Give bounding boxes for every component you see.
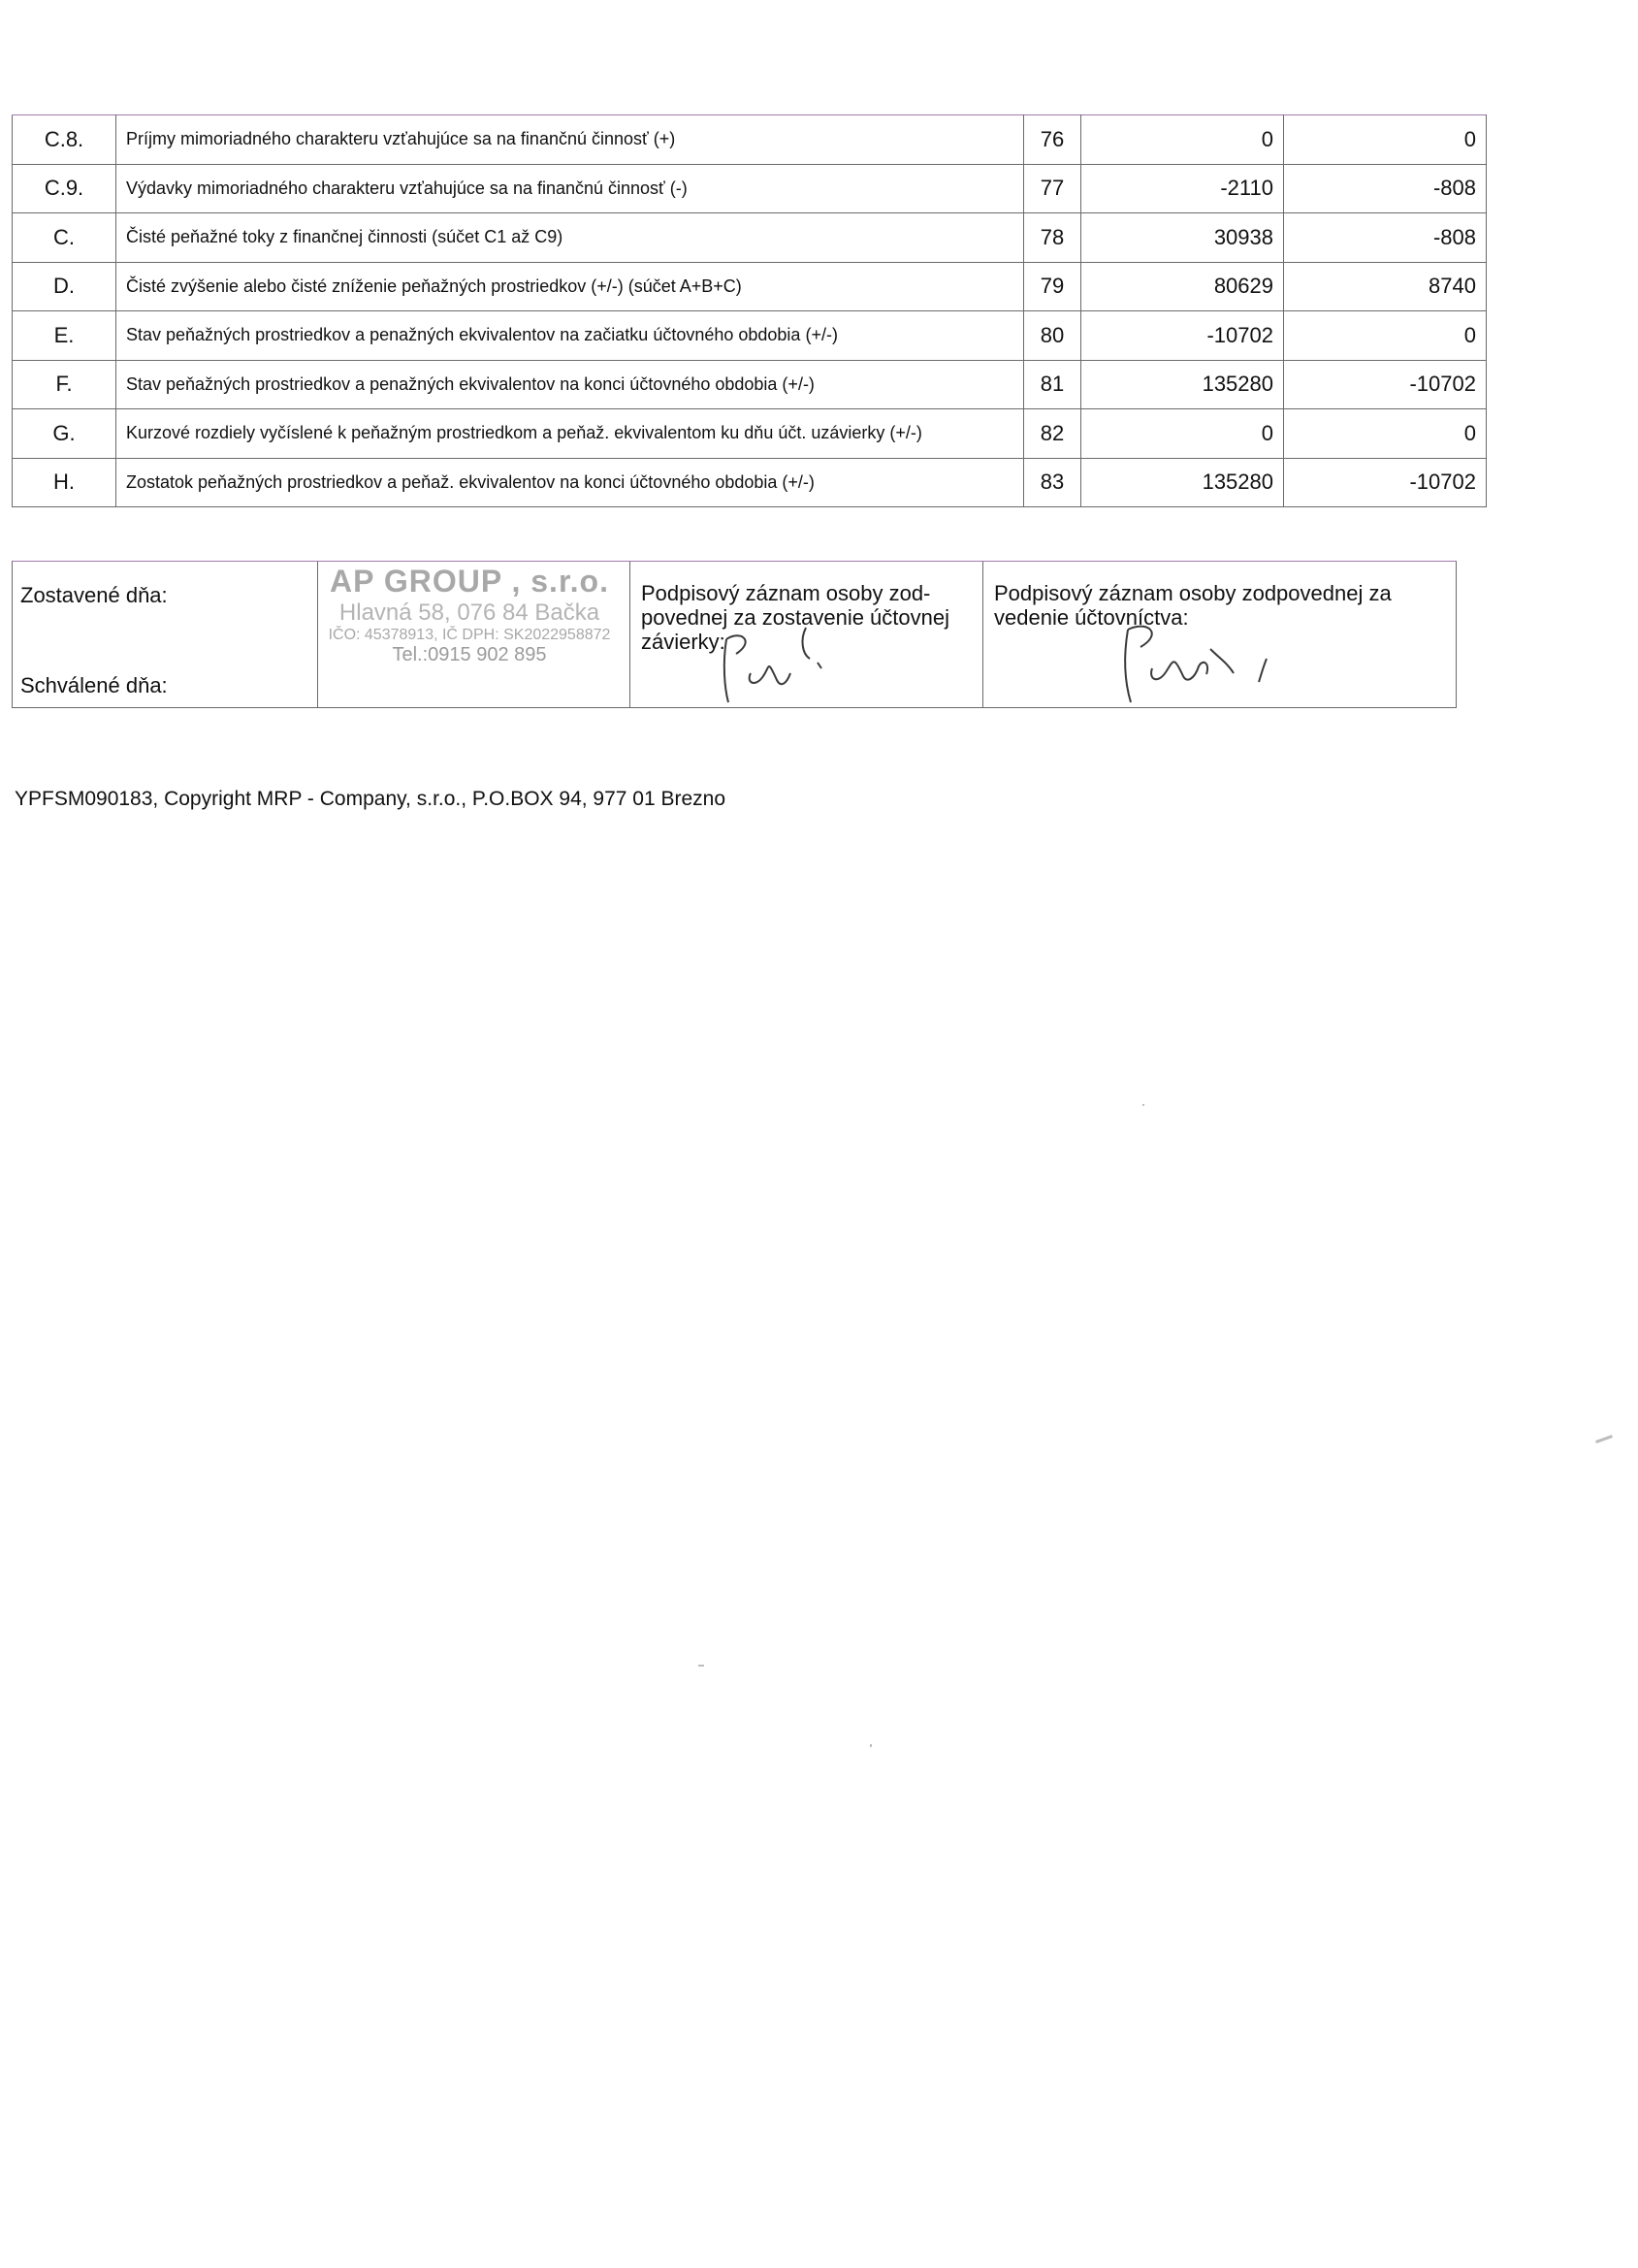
row-current-period-value: 80629 xyxy=(1081,262,1284,311)
row-number: 79 xyxy=(1024,262,1081,311)
row-current-period-value: 135280 xyxy=(1081,458,1284,507)
row-code: D. xyxy=(13,262,116,311)
prepared-date-label: Zostavené dňa: xyxy=(20,583,168,607)
row-code: H. xyxy=(13,458,116,507)
stamp-company-name: AP GROUP , s.r.o. xyxy=(330,564,609,599)
row-previous-period-value: -10702 xyxy=(1284,458,1487,507)
row-description: Výdavky mimoriadného charakteru vzťahujúce sa na finančnú činnosť (-) xyxy=(116,164,1024,213)
row-previous-period-value: 0 xyxy=(1284,409,1487,459)
row-current-period-value: -10702 xyxy=(1081,311,1284,361)
row-current-period-value: 30938 xyxy=(1081,213,1284,263)
row-current-period-value: 0 xyxy=(1081,409,1284,459)
row-number: 83 xyxy=(1024,458,1081,507)
row-code: C. xyxy=(13,213,116,263)
preparer-signature-label: Podpisový záznam osoby zod- povednej za zostavenie účtovnej závierky: xyxy=(641,581,949,654)
row-description: Kurzové rozdiely vyčíslené k peňažným prostriedkom a peňaž. ekvivalentom ku dňu účt. uzávierky (+/-) xyxy=(116,409,1024,459)
stamp-ids: IČO: 45378913, IČ DPH: SK2022958872 xyxy=(328,627,611,643)
dates-cell xyxy=(13,562,318,707)
row-code: C.8. xyxy=(13,115,116,165)
row-previous-period-value: -808 xyxy=(1284,164,1487,213)
bookkeeper-signature-label: Podpisový záznam osoby zodpovednej za vedenie účtovníctva: xyxy=(994,581,1392,630)
table-row xyxy=(13,311,1487,361)
company-stamp-cell xyxy=(317,562,630,707)
table-row xyxy=(13,262,1487,311)
footer-copyright: YPFSM090183, Copyright MRP - Company, s.r.o., P.O.BOX 94, 977 01 Brezno xyxy=(15,788,726,810)
row-current-period-value: 135280 xyxy=(1081,360,1284,409)
signature-section xyxy=(12,561,1457,708)
row-current-period-value: 0 xyxy=(1081,115,1284,165)
row-previous-period-value: -10702 xyxy=(1284,360,1487,409)
row-description: Stav peňažných prostriedkov a penažných ekvivalentov na začiatku účtovného obdobia (+/-) xyxy=(116,311,1024,361)
row-number: 80 xyxy=(1024,311,1081,361)
row-number: 77 xyxy=(1024,164,1081,213)
row-number: 81 xyxy=(1024,360,1081,409)
table-row xyxy=(13,409,1487,459)
row-previous-period-value: 8740 xyxy=(1284,262,1487,311)
row-previous-period-value: 0 xyxy=(1284,311,1487,361)
preparer-signature-cell xyxy=(629,562,983,707)
stamp-address: Hlavná 58, 076 84 Bačka xyxy=(338,599,600,626)
table-row xyxy=(13,360,1487,409)
row-number: 82 xyxy=(1024,409,1081,459)
scan-speck xyxy=(1142,1104,1144,1106)
row-previous-period-value: -808 xyxy=(1284,213,1487,263)
row-code: F. xyxy=(13,360,116,409)
row-code: E. xyxy=(13,311,116,361)
cash-flow-table xyxy=(12,114,1487,507)
company-stamp xyxy=(309,564,629,666)
row-number: 76 xyxy=(1024,115,1081,165)
row-number: 78 xyxy=(1024,213,1081,263)
scan-speck xyxy=(698,1665,704,1667)
stamp-phone: Tel.:0915 902 895 xyxy=(392,644,547,665)
row-description: Príjmy mimoriadného charakteru vzťahujúce sa na finančnú činnosť (+) xyxy=(116,115,1024,165)
row-description: Stav peňažných prostriedkov a penažných ekvivalentov na konci účtovného obdobia (+/-) xyxy=(116,360,1024,409)
scan-speck xyxy=(1595,1435,1613,1443)
row-description: Čisté peňažné toky z finančnej činnosti (súčet C1 až C9) xyxy=(116,213,1024,263)
table-row xyxy=(13,213,1487,263)
row-code: G. xyxy=(13,409,116,459)
scan-speck xyxy=(870,1744,872,1747)
cash-flow-table-body xyxy=(13,115,1487,507)
table-row xyxy=(13,115,1487,165)
row-current-period-value: -2110 xyxy=(1081,164,1284,213)
approved-date-label: Schválené dňa: xyxy=(20,673,168,697)
bookkeeper-signature-cell xyxy=(982,562,1456,707)
table-row xyxy=(13,164,1487,213)
row-previous-period-value: 0 xyxy=(1284,115,1487,165)
row-description: Čisté zvýšenie alebo čisté zníženie peňažných prostriedkov (+/-) (súčet A+B+C) xyxy=(116,262,1024,311)
table-row xyxy=(13,458,1487,507)
row-code: C.9. xyxy=(13,164,116,213)
row-description: Zostatok peňažných prostriedkov a peňaž. ekvivalentov na konci účtovného obdobia (+/-) xyxy=(116,458,1024,507)
bookkeeper-signature-icon xyxy=(1113,620,1327,707)
